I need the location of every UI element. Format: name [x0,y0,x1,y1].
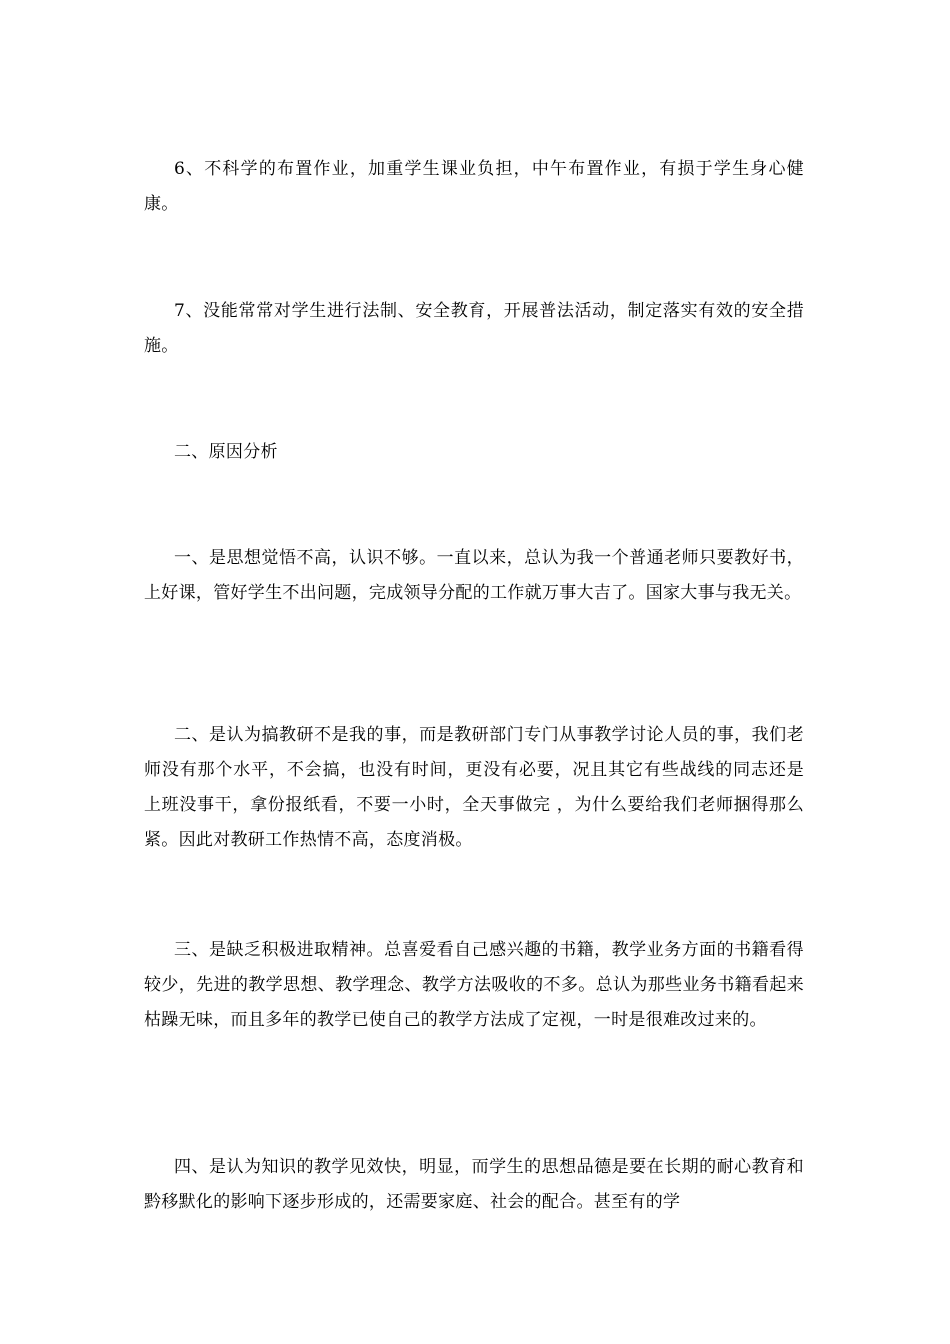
paragraph-cause-3: 三、是缺乏积极进取精神。总喜爱看自己感兴趣的书籍，教学业务方面的书籍看得较少，先进的教学思想、教学理念、教学方法吸收的不多。总认为那些业务书籍看起来枯躁无味，而且多年的教学已使自己的教学方法成了定视，一时是很难改过来的。 [144,940,804,1030]
paragraph-cause-2: 二、是认为搞教研不是我的事，而是教研部门专门从事教学讨论人员的事，我们老师没有那个水平，不会搞，也没有时间，更没有必要，况且其它有些战线的同志还是 上班没事干，拿份报纸看，不要一小时，全天事做完 ，为什么要给我们老师捆得那么紧。因此对教研工作热情不高，态度消极。 [144,725,804,850]
section-heading-cause-analysis: 二、原因分析 [174,442,278,462]
paragraph-cause-1: 一、是思想觉悟不高，认识不够。一直以来，总认为我一个普通老师只要教好书，上好课，管好学生不出问题，完成领导分配的工作就万事大吉了。国家大事与我无关。 [144,548,804,603]
paragraph-item-6: 6、不科学的布置作业，加重学生课业负担，中午布置作业，有损于学生身心健康。 [144,159,804,214]
paragraph-item-7: 7、没能常常对学生进行法制、安全教育，开展普法活动，制定落实有效的安全措施。 [144,301,804,356]
paragraph-cause-4: 四、是认为知识的教学见效快，明显，而学生的思想品德是要在长期的耐心教育和黔移默化的影响下逐步形成的，还需要家庭、社会的配合。甚至有的学 [144,1157,804,1212]
